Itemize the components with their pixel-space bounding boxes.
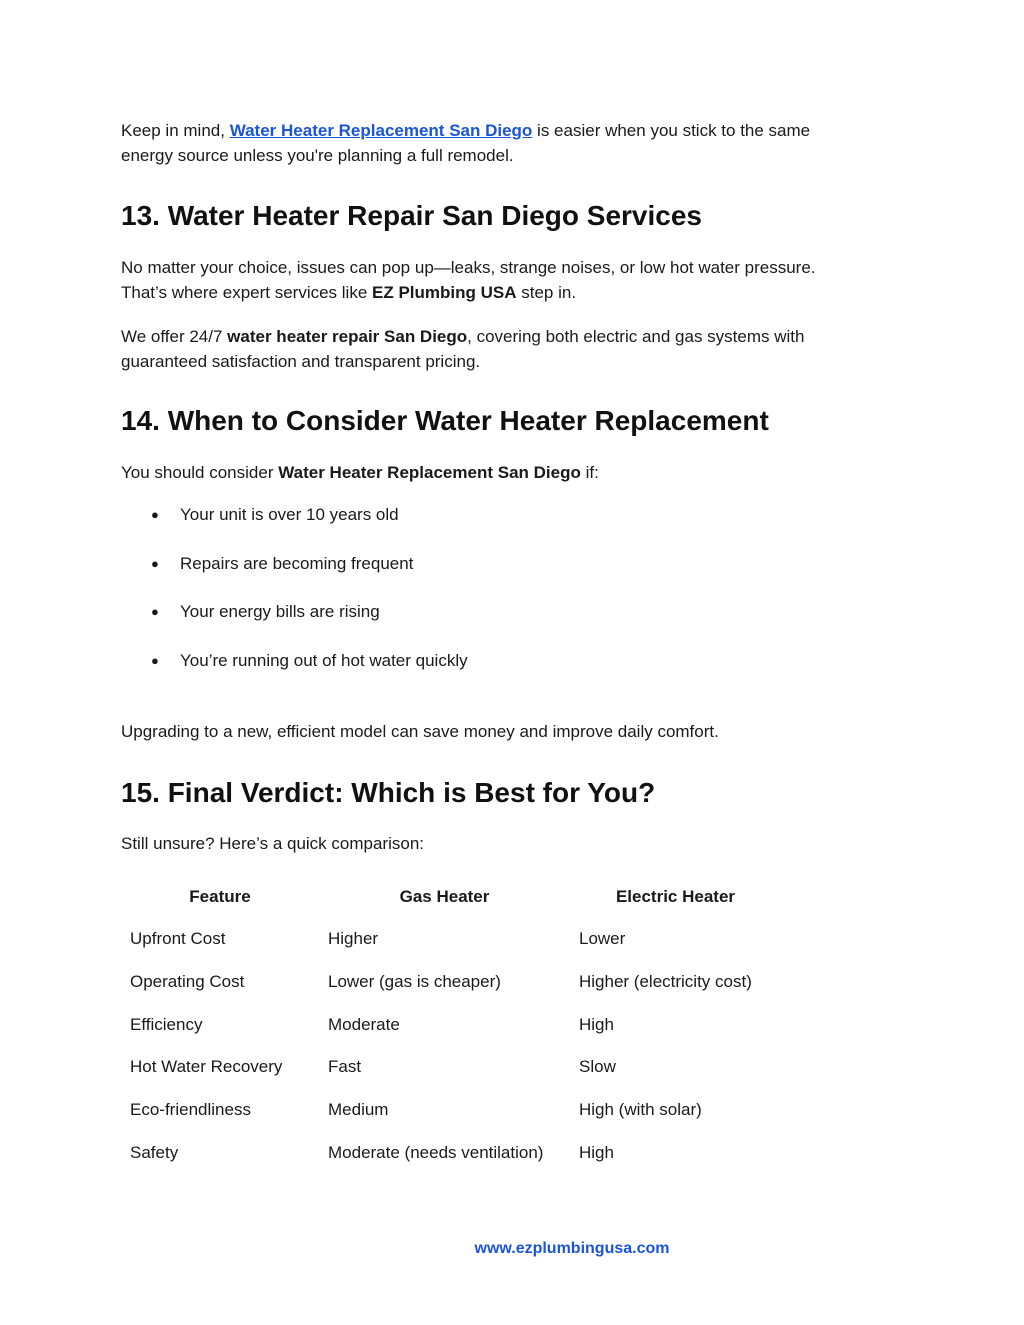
table-row [121,961,781,1004]
cell-feature: Safety [130,1142,179,1162]
cell-electric: Higher (electricity cost) [579,972,752,992]
section-13-heading: 13. Water Heater Repair San Diego Services [121,200,702,231]
section-13-para2-line1-suffix: , covering both electric and gas systems with [467,327,805,346]
intro-paragraph [121,119,891,168]
cell-gas: Moderate (needs ventilation) [328,1142,544,1162]
table-row [121,1046,781,1089]
cell-gas: Moderate [328,1014,400,1034]
header-feature: Feature [189,886,251,906]
list-item [121,600,468,625]
cell-electric: High [579,1014,614,1034]
bullet-icon: ● [151,604,159,619]
section-13-para2-line2: guaranteed satisfaction and transparent pricing. [121,351,481,371]
footer-website-link[interactable]: www.ezplumbingusa.com [474,1240,670,1257]
water-heater-repair-bold: water heater repair San Diego [227,327,468,346]
section-15-heading: 15. Final Verdict: Which is Best for You? [121,777,656,808]
cell-gas: Lower (gas is cheaper) [328,972,501,992]
cell-feature: Eco-friendliness [130,1100,251,1120]
table-row [121,1003,781,1046]
header-electric-heater: Electric Heater [615,886,736,906]
list-item-text: Repairs are becoming frequent [180,553,414,573]
table-header-row [121,875,781,918]
section-14-intro-suffix: if: [580,463,599,482]
cell-gas: Higher [328,929,379,949]
list-item [121,503,468,528]
intro-line2: energy source unless you're planning a full remodel. [121,145,514,165]
section-13-para1-line2-prefix: That’s where expert services like [121,282,373,302]
table-row [121,918,781,961]
cell-gas: Fast [328,1057,362,1077]
cell-electric: Slow [579,1057,616,1077]
section-13-paragraph-2 [121,325,891,374]
table-row [121,1089,781,1132]
section-13-paragraph-1 [121,256,891,305]
bullet-icon: ● [151,555,159,571]
section-14-intro [121,461,599,486]
cell-feature: Operating Cost [130,972,245,992]
cell-feature: Efficiency [130,1014,203,1034]
cell-feature: Upfront Cost [130,929,226,949]
cell-electric: High [579,1142,614,1162]
intro-prefix: Keep in mind, [121,121,230,140]
replacement-bold: Water Heater Replacement San Diego [278,463,581,482]
cell-electric: High (with solar) [579,1100,702,1120]
bullet-icon: ● [151,652,159,668]
section-14-heading: 14. When to Consider Water Heater Replacement [121,405,769,436]
list-item-text: You’re running out of hot water quickly [180,650,468,670]
cell-gas: Medium [328,1100,389,1120]
list-item [121,552,468,577]
cell-feature: Hot Water Recovery [130,1057,283,1077]
section-13-para1-line1: No matter your choice, issues can pop up—leaks, strange noises, or low hot water pressure. [121,258,816,277]
list-item-text: Your unit is over 10 years old [180,505,399,524]
header-gas-heater: Gas Heater [399,886,490,906]
list-item [121,649,468,674]
cell-electric: Lower [579,929,626,949]
water-heater-replacement-link[interactable]: Water Heater Replacement San Diego [229,121,533,140]
replacement-signs-list [121,503,468,697]
section-14-closing: Upgrading to a new, efficient model can save money and improve daily comfort. [121,722,719,741]
bullet-icon: ● [151,507,159,522]
section-13-para2-prefix: We offer 24/7 [121,327,228,346]
table-row [121,1131,781,1174]
comparison-table [121,875,781,1174]
intro-line1-suffix: is easier when you stick to the same [532,121,811,140]
section-14-intro-prefix: You should consider [121,463,279,482]
list-item-text: Your energy bills are rising [180,602,380,621]
section-15-intro: Still unsure? Here’s a quick comparison: [121,834,424,853]
ez-plumbing-bold: EZ Plumbing USA [372,282,517,302]
section-13-para1-suffix: step in. [516,282,577,302]
